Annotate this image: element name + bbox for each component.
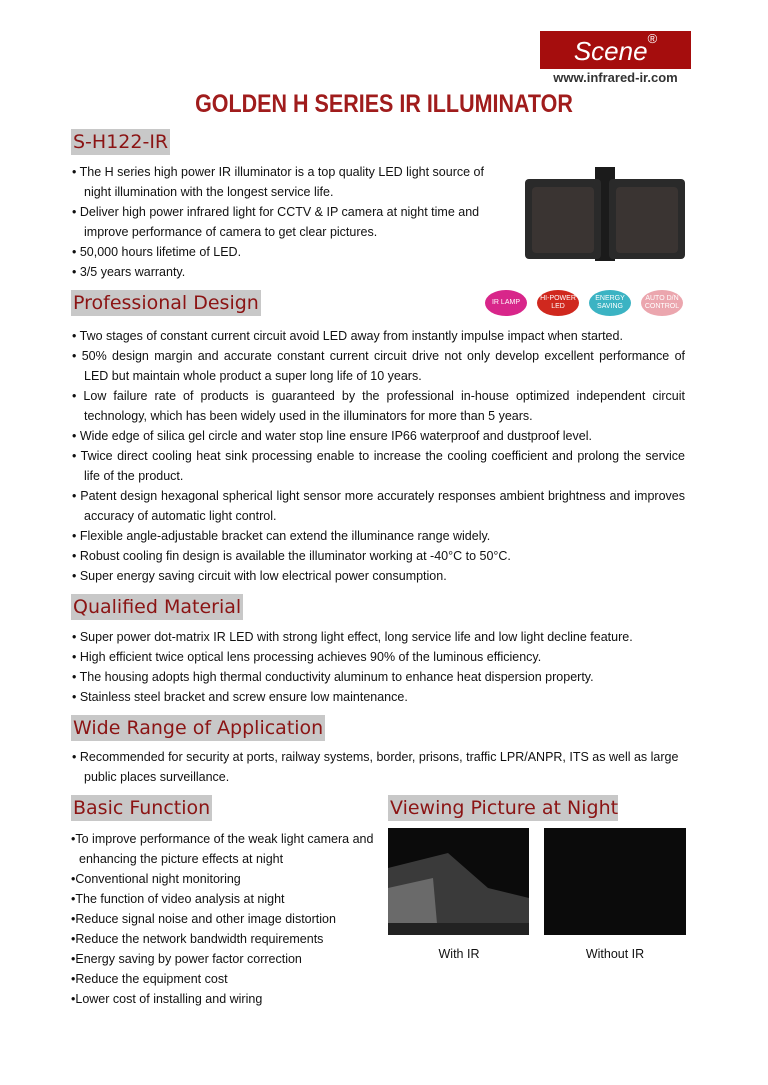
bullet-item: •The function of video analysis at night — [71, 892, 285, 906]
brand-logo — [540, 31, 691, 69]
product-image — [525, 165, 685, 265]
bullet-item: •Conventional night monitoring — [71, 872, 241, 886]
model-heading: S-H122-IR — [73, 131, 169, 153]
night-section — [388, 795, 685, 961]
feature-badge: HI-POWER LED — [537, 290, 579, 316]
design-heading: Professional Design — [73, 292, 259, 314]
bullet-item: • Recommended for security at ports, railway systems, border, prisons, traffic LPR/ANPR, ITS as well as large public places surveillance. — [72, 750, 679, 784]
bullet-item: • Flexible angle-adjustable bracket can extend the illuminance range widely. — [72, 529, 491, 543]
logo-text: Scene — [573, 36, 648, 66]
bullet-item: • Stainless steel bracket and screw ensure low maintenance. — [72, 690, 408, 704]
bullet-item: • 3/5 years warranty. — [72, 265, 186, 279]
bullet-item: • Two stages of constant current circuit avoid LED away from instantly impulse impact when started. — [72, 329, 623, 343]
without-ir-figure — [544, 828, 686, 961]
page-title: GOLDEN H SERIES IR ILLUMINATOR — [195, 90, 573, 118]
bullet-item: • Super power dot-matrix IR LED with strong light effect, long service life and low light decline feature. — [72, 630, 633, 644]
design-section — [71, 290, 685, 586]
material-heading: Qualified Material — [73, 596, 242, 618]
registered-mark: ® — [647, 31, 658, 46]
without-ir-image — [544, 828, 686, 935]
model-text — [71, 129, 511, 282]
bottom-row — [71, 795, 685, 1009]
material-section — [71, 594, 685, 707]
content — [71, 129, 685, 1029]
bullet-item: • 50% design margin and accurate constant current circuit drive not only develop excellent performance of LED but maintain whole product a super long life of 10 years. — [72, 349, 685, 383]
bullet-item: • Twice direct cooling heat sink processing enable to increase the cooling coefficient and prolong the service life of the product. — [72, 449, 685, 483]
bullet-item: •Reduce signal noise and other image distortion — [71, 912, 336, 926]
bullet-item: • High efficient twice optical lens processing achieves 90% of the luminous efficiency. — [72, 650, 542, 664]
feature-badge: ENERGY SAVING — [589, 290, 631, 316]
with-ir-figure — [388, 828, 530, 961]
bullet-item: • The H series high power IR illuminator is a top quality LED light source of night illumination with the longest service life. — [72, 165, 484, 199]
bullet-item: • Super energy saving circuit with low electrical power consumption. — [72, 569, 447, 583]
function-heading: Basic Function — [73, 797, 211, 819]
bullet-item: • Low failure rate of products is guaranteed by the professional in-house optimized independent circuit technology, which has been widely used in the illuminators for more than 5 years. — [72, 389, 685, 423]
bullet-item: •To improve performance of the weak light camera and enhancing the picture effects at night — [71, 832, 374, 866]
bullet-item: • Robust cooling fin design is available the illuminator working at -40°C to 50°C. — [72, 549, 511, 563]
night-heading: Viewing Picture at Night — [390, 797, 619, 819]
night-images — [388, 828, 685, 961]
bullet-item: •Reduce the network bandwidth requirements — [71, 932, 324, 946]
application-heading: Wide Range of Application — [73, 717, 324, 739]
bullet-item: • Deliver high power infrared light for CCTV & IP camera at night time and improve performance of camera to get clear pictures. — [72, 205, 480, 239]
feature-badge: IR LAMP — [485, 290, 527, 316]
material-bullets — [71, 627, 685, 707]
bullet-item: • Patent design hexagonal spherical light sensor more accurately responses ambient brightness and improves accuracy of automatic light control. — [72, 489, 685, 523]
model-bullets — [71, 162, 511, 282]
bullet-item: • The housing adopts high thermal conductivity aluminum to enhance heat dispersion property. — [72, 670, 594, 684]
application-section — [71, 715, 685, 787]
application-bullets — [71, 747, 685, 787]
function-bullets — [71, 829, 386, 1009]
bullet-item: •Reduce the equipment cost — [71, 972, 228, 986]
function-section — [71, 795, 386, 1009]
website-url[interactable]: www.infrared-ir.com — [553, 70, 678, 85]
without-ir-caption: Without IR — [585, 947, 645, 961]
design-heading-row — [71, 290, 685, 316]
bullet-item: • Wide edge of silica gel circle and water stop line ensure IP66 waterproof and dustproof level. — [72, 429, 592, 443]
with-ir-caption: With IR — [438, 947, 480, 961]
model-section — [71, 129, 685, 282]
feature-badge: AUTO D/N CONTROL — [641, 290, 683, 316]
bullet-item: •Energy saving by power factor correction — [71, 952, 302, 966]
feature-badges — [485, 290, 683, 316]
bullet-item: • 50,000 hours lifetime of LED. — [72, 245, 242, 259]
bullet-item: •Lower cost of installing and wiring — [71, 992, 263, 1006]
design-bullets — [71, 326, 685, 586]
with-ir-image — [388, 828, 529, 935]
